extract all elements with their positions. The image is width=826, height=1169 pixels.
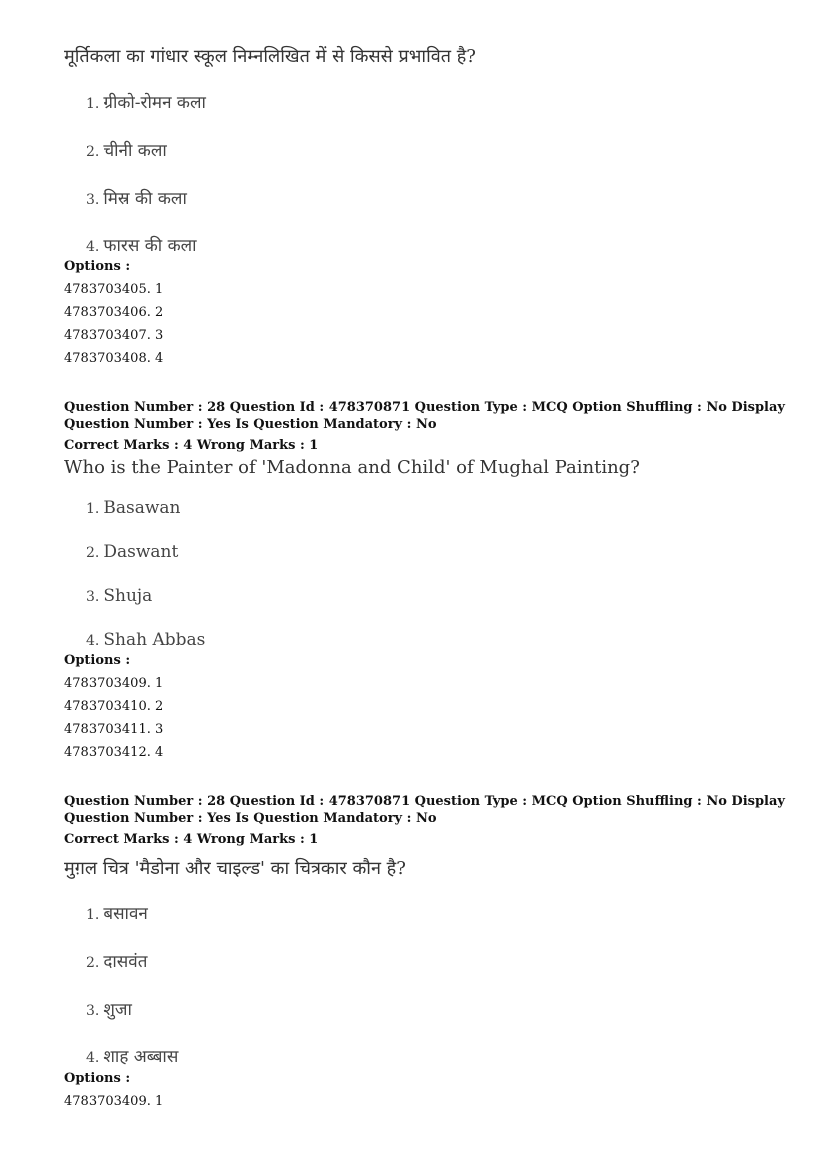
answer-choice	[86, 90, 206, 113]
question-text: मुग़ल चित्र 'मैडोना और चाइल्ड' का चित्रकार कौन है?	[64, 858, 406, 879]
choice-text: चीनी कला	[103, 141, 167, 161]
answer-choice	[86, 1044, 178, 1067]
question-meta-line: Question Number : Yes Is Question Mandatory : No	[64, 417, 437, 432]
marks-line: Correct Marks : 4 Wrong Marks : 1	[64, 438, 319, 453]
option-code: 4783703408. 4	[64, 351, 164, 366]
choice-number: 3.	[86, 1003, 100, 1019]
option-code: 4783703405. 1	[64, 282, 164, 297]
choice-number: 1.	[86, 501, 100, 517]
choice-text: दासवंत	[103, 952, 148, 972]
choice-number: 3.	[86, 192, 100, 208]
choice-text: ग्रीको-रोमन कला	[103, 93, 206, 113]
choice-number: 4.	[86, 1050, 100, 1066]
answer-choice	[86, 949, 147, 972]
answer-choice	[86, 901, 148, 924]
question-text: मूर्तिकला का गांधार स्कूल निम्नलिखित में से किससे प्रभावित है?	[64, 46, 476, 67]
option-code: 4783703409. 1	[64, 1094, 164, 1109]
choice-text: Daswant	[103, 542, 179, 562]
answer-choice	[86, 542, 178, 562]
option-code: 4783703411. 3	[64, 722, 164, 737]
choice-number: 2.	[86, 545, 100, 561]
answer-choice	[86, 586, 152, 606]
options-label: Options :	[64, 1071, 131, 1086]
question-text: Who is the Painter of 'Madonna and Child' of Mughal Painting?	[64, 457, 640, 478]
choice-text: शुजा	[103, 1000, 132, 1020]
answer-choice	[86, 233, 197, 256]
answer-choice	[86, 186, 187, 209]
options-label: Options :	[64, 653, 131, 668]
option-code: 4783703409. 1	[64, 676, 164, 691]
choice-text: शाह अब्बास	[103, 1047, 179, 1067]
choice-text: फारस की कला	[103, 236, 197, 256]
answer-choice	[86, 997, 132, 1020]
choice-number: 1.	[86, 96, 100, 112]
option-code: 4783703412. 4	[64, 745, 164, 760]
marks-line: Correct Marks : 4 Wrong Marks : 1	[64, 832, 319, 847]
choice-number: 2.	[86, 144, 100, 160]
answer-choice	[86, 630, 205, 650]
options-label: Options :	[64, 259, 131, 274]
option-code: 4783703410. 2	[64, 699, 164, 714]
choice-text: बसावन	[103, 904, 148, 924]
answer-choice	[86, 498, 180, 518]
choice-number: 2.	[86, 955, 100, 971]
choice-number: 1.	[86, 907, 100, 923]
choice-number: 4.	[86, 633, 100, 649]
choice-text: Shah Abbas	[103, 630, 206, 650]
question-meta-line: Question Number : 28 Question Id : 478370871 Question Type : MCQ Option Shuffling : No Display	[64, 794, 785, 809]
choice-text: मिस्र की कला	[103, 189, 187, 209]
answer-choice	[86, 138, 167, 161]
question-meta-line: Question Number : Yes Is Question Mandatory : No	[64, 811, 437, 826]
choice-number: 4.	[86, 239, 100, 255]
option-code: 4783703407. 3	[64, 328, 164, 343]
question-meta-line: Question Number : 28 Question Id : 478370871 Question Type : MCQ Option Shuffling : No Display	[64, 400, 785, 415]
option-code: 4783703406. 2	[64, 305, 164, 320]
choice-number: 3.	[86, 589, 100, 605]
choice-text: Shuja	[103, 586, 153, 606]
choice-text: Basawan	[103, 498, 181, 518]
